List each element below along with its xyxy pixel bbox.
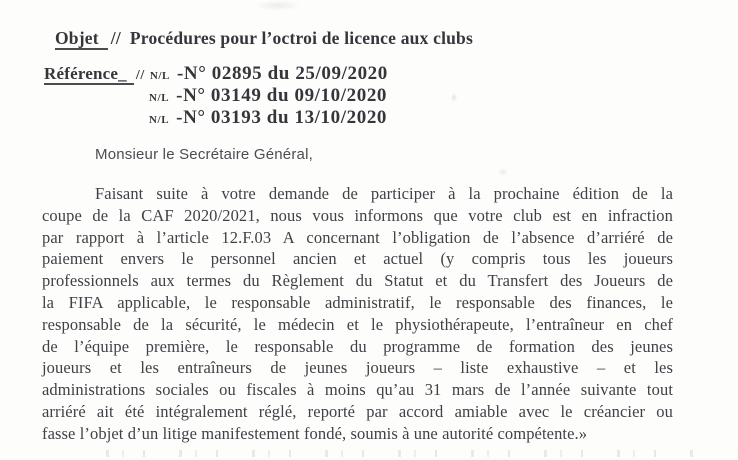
reference-prefix: N/L [149, 70, 170, 82]
reference-label: Référence_ [44, 64, 134, 85]
cut-off-text-line [88, 450, 694, 457]
paragraph-line: administrations sociales ou fiscales à moins qu’au 31 mars de l’année suivante tout [42, 380, 673, 400]
paragraph-line: professionnels aux termes du Règlement du Statut et du Transfert des Joueurs de [42, 271, 673, 291]
paragraph-line: coupe de la CAF 2020/2021, nous vous informons que votre club est en infraction [42, 205, 673, 225]
paragraph-line: de l’équipe première, le responsable du programme de formation des jeunes [42, 336, 673, 356]
scan-speck [451, 93, 457, 102]
paragraph-line: responsable de la sécurité, le médecin et le physiothérapeute, l’entraîneur en chef [42, 314, 673, 334]
salutation: Monsieur le Secrétaire Général, [95, 146, 313, 163]
subject-title: Procédures pour l’octroi de licence aux clubs [129, 28, 474, 48]
paragraph-line: fasse l’objet d’un litige manifestement fondé, soumis à une autorité compétente.» [42, 423, 588, 443]
paragraph-line: paiement envers le personnel ancien et actuel (y compris tous les joueurs [42, 249, 673, 269]
scan-smudge [255, 0, 301, 11]
paragraph-line: joueurs et les entraîneurs de jeunes joueurs – liste exhaustive – et les [42, 358, 673, 378]
paragraph-line: arriéré ait été intégralement réglé, reporté par accord amiable avec le créancier ou [42, 401, 673, 421]
reference-number: -N° 02895 du 25/09/2020 [176, 63, 388, 84]
reference-number: -N° 03149 du 09/10/2020 [176, 85, 388, 106]
body-paragraph [42, 183, 673, 445]
paragraph-line: la FIFA applicable, le responsable administratif, le responsable des finances, le [42, 292, 673, 312]
reference-separator: // [135, 68, 145, 83]
reference-number: -N° 03193 du 13/10/2020 [176, 107, 388, 128]
subject-label: Objet [55, 28, 108, 50]
reference-prefix: N/L [149, 92, 170, 104]
reference-prefix: N/L [149, 114, 170, 126]
reference-line-1 [44, 63, 388, 85]
paragraph-line: Faisant suite à votre demande de participer à la prochaine édition de la [95, 184, 673, 203]
reference-line-3 [149, 107, 387, 129]
subject-separator: // [110, 28, 121, 48]
subject-line [55, 28, 473, 49]
paragraph-line: par rapport à l’article 12.F.03 A concernant l’obligation de l’absence d’arriéré de [42, 227, 673, 247]
reference-line-2 [149, 85, 387, 107]
scan-speck [498, 168, 508, 176]
